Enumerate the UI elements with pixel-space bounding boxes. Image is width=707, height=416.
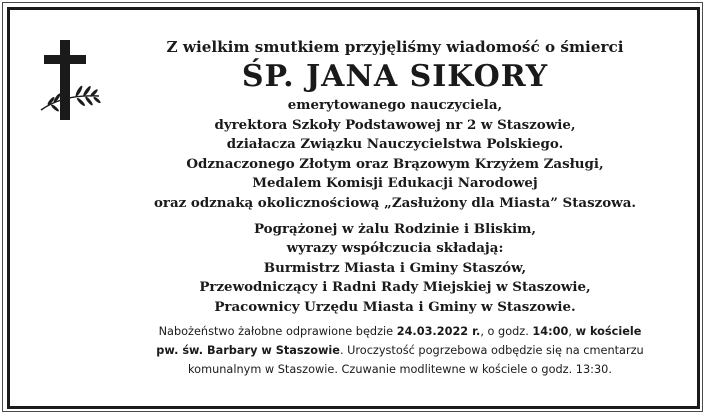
notice-line-3: komunalnym w Staszowie. Czuwanie modlitewne w kościele o godz. 13:30.	[188, 363, 612, 376]
notice-line-1	[135, 322, 665, 341]
deceased-name: ŚP. JANA SIKORY	[241, 59, 549, 94]
obituary-text	[115, 36, 675, 318]
intro-line: Z wielkim smutkiem przyjęliśmy wiadomość o śmierci	[166, 38, 624, 56]
notice-line-2	[135, 341, 665, 360]
bio-line: działacza Związku Nauczycielstwa Polskiego.	[226, 136, 564, 153]
condolence-line: Pracownicy Urzędu Miasta i Gminy w Staszowie.	[214, 298, 576, 315]
notice-text: ,	[568, 325, 576, 338]
palm-branch-icon	[41, 85, 101, 112]
bio-line: oraz odznaką okolicznościową „Zasłużony dla Miasta” Staszowa.	[153, 194, 637, 211]
funeral-time: 14:00	[532, 325, 569, 338]
notice-text: Nabożeństwo żałobne odprawione będzie	[158, 325, 397, 338]
condolence-line: wyrazy współczucia składają:	[286, 240, 504, 257]
condolence-line: Przewodniczący i Radni Rady Miejskiej w Staszowie,	[199, 279, 591, 296]
bio-line: dyrektora Szkoły Podstawowej nr 2 w Staszowie,	[214, 116, 576, 133]
notice-text: , o godz.	[480, 325, 533, 338]
bio-line: emerytowanego nauczyciela,	[287, 97, 503, 113]
condolence-line: Pogrążonej w żalu Rodzinie i Bliskim,	[253, 220, 537, 237]
notice-text: . Uroczystość pogrzebowa odbędzie się na cmentarzu	[339, 344, 644, 357]
condolence-line: Burmistrz Miasta i Gminy Staszów,	[263, 259, 527, 276]
bio-line: Odznaczonego Złotym oraz Brązowym Krzyżem Zasługi,	[186, 155, 604, 172]
cross-icon	[35, 38, 110, 123]
church-name: pw. św. Barbary w Staszowie	[156, 344, 340, 357]
bio-line: Medalem Komisji Edukacji Narodowej	[252, 175, 538, 192]
church-name: w kościele	[575, 325, 642, 338]
funeral-date: 24.03.2022 r.	[396, 325, 481, 338]
funeral-notice	[135, 322, 665, 379]
